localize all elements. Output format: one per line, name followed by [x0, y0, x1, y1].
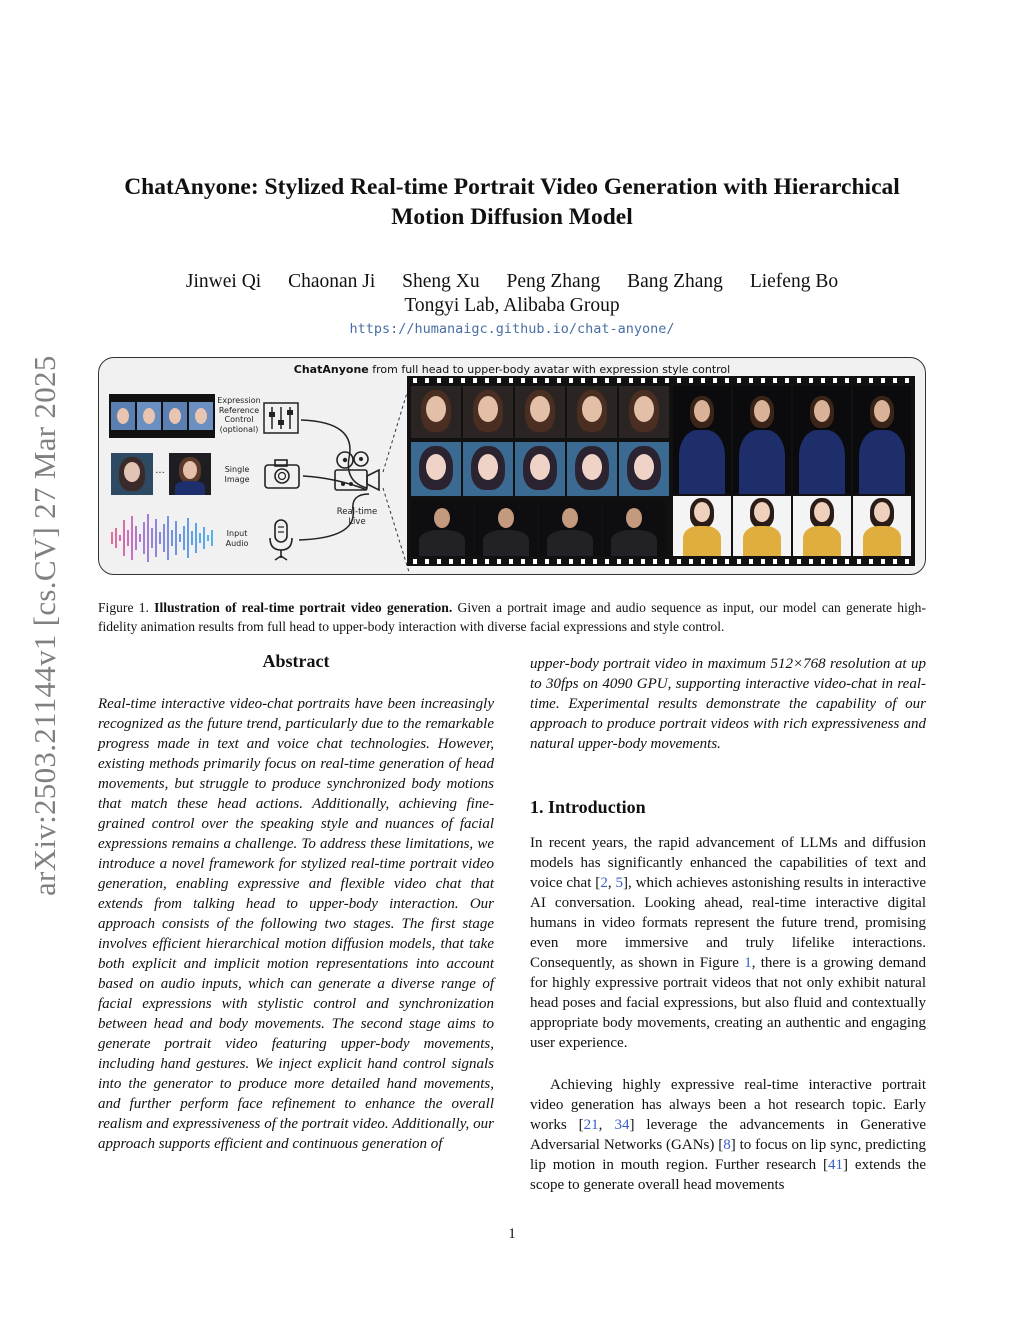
output-frame-r3c2 [475, 500, 537, 556]
single-image-1 [111, 453, 153, 495]
intro-p1-text-b: ], which achieves astonishing results in interactive AI conversation. Looking ahead, real-time interactive digital humans in video formats represent the future trend, promising even more immersive and truly lifelike interactions. Consequently, as shown in Figure [530, 875, 927, 971]
output-frame-r1c4 [567, 386, 617, 438]
author-4: Peng Zhang [506, 271, 601, 292]
single-image-ellipsis: ... [155, 465, 165, 476]
input-audio-label: Input Audio [225, 529, 249, 548]
author-5: Bang Zhang [627, 271, 723, 292]
citation-link[interactable]: 34 [614, 1117, 630, 1133]
output-frame-r2c4 [567, 442, 617, 496]
paper-title [80, 172, 944, 232]
intro-paragraph-2 [530, 1075, 926, 1195]
abstract-heading: Abstract [262, 651, 330, 671]
output-frame-r2c1 [411, 442, 461, 496]
affiliation: Tongyi Lab, Alibaba Group [404, 295, 620, 316]
output-frame-yb1 [673, 496, 731, 556]
output-frame-r1c2 [463, 386, 513, 438]
output-frame-ub2 [733, 386, 791, 494]
citation-link[interactable]: 21 [583, 1117, 599, 1133]
abstract-body-left: Real-time interactive video-chat portraits have been increasingly recognized as the future trend, particularly due to the remarkable progress made in text and voice chat technologies. However, existing methods primarily focus on real-time generation of head movements, but struggle to produce synchronized body motions that match these head actions. Additionally, achieving fine-grained control over the speaking style and nuances of facial expressions remains a challenge. To address these limitations, we introduce a novel framework for stylized real-time portrait video generation, enabling expressive and flexible video chat that extends from talking head to upper-body interaction. Our approach consists of the following two stages. The first stage involves efficient hierarchical motion diffusion models, that take both explicit and implicit motion representations into account based on audio inputs, which can generate a diverse range of facial expressions with stylistic control and synchronization between head and body movements. The second stage aims to generate portrait video featuring upper-body movements, including hand gestures. We inject explicit hand control signals into the generator to produce more detailed hand movements, and further perform face refinement to enhance the overall realism and expressiveness of the portrait video. Additionally, our approach supports efficient and continuous generation of [98, 696, 494, 1152]
caption-text: Given a portrait image and audio sequence as input, our model can generate high-fidelity animation results from full head to upper-body interaction with diverse facial expressions and style control. [98, 600, 926, 634]
output-film-strip [407, 376, 915, 566]
caption-prefix: Figure 1. [98, 600, 155, 615]
realtime-live-label: Real-time Live [336, 507, 378, 527]
figure-frame [98, 357, 926, 575]
citation-link[interactable]: 5 [615, 875, 623, 891]
figure-header [99, 363, 925, 376]
title-line-2: Motion Diffusion Model [391, 204, 633, 230]
abstract-body-right: upper-body portrait video in maximum 512×768 resolution at up to 30fps on 4090 GPU, supporting interactive video-chat in real-time. Experimental results demonstrate the capability of our approach to produce portrait videos with rich expressiveness and natural upper-body movements. [530, 656, 926, 752]
camera-icon [263, 458, 301, 490]
output-frame-ub3 [793, 386, 851, 494]
expression-label: Expression Reference Control (optional) [217, 396, 261, 434]
intro-p1-text-a: In recent years, the rapid advancement of LLMs and diffusion models has significantly enhanced the capabilities of text and voice chat [ [530, 835, 926, 891]
single-image-label: Single Image [224, 465, 250, 484]
output-frame-r1c1 [411, 386, 461, 438]
sliders-icon [263, 402, 299, 434]
arxiv-stamp: arXiv:2503.21144v1 [cs.CV] 27 Mar 2025 [27, 355, 62, 896]
citation-link[interactable]: 2 [600, 875, 608, 891]
author-6: Liefeng Bo [749, 271, 839, 292]
output-frame-yb3 [793, 496, 851, 556]
intro-p1-sep: , [607, 875, 616, 891]
output-frame-ub1 [673, 386, 731, 494]
output-frame-r2c2 [463, 442, 513, 496]
output-frame-ub4 [853, 386, 911, 494]
caption-bold: Illustration of real-time portrait video generation. [154, 600, 453, 615]
output-frame-r2c5 [619, 442, 669, 496]
output-frame-r3c4 [603, 500, 665, 556]
video-camera-icon [331, 450, 383, 498]
intro-p2-text-d: ] extends the scope to generate overall head movements [530, 1157, 926, 1193]
title-line-1: ChatAnyone: Stylized Real-time Portrait Video Generation with Hierarchical [124, 174, 900, 200]
figure-header-bold: ChatAnyone [293, 363, 369, 376]
intro-p1-text-c: , there is a growing demand for highly expressive portrait videos that not only exhibit natural head poses and facial expressions, but also fluid and contextually appropriate body movements, creating an authentic and engaging user experience. [530, 955, 927, 1051]
intro-p2-text-a: Achieving highly expressive real-time interactive portrait video generation has always been a hot research topic. Early works [ [530, 1077, 926, 1133]
author-2: Chaonan Ji [288, 271, 376, 292]
output-frame-yb2 [733, 496, 791, 556]
output-frame-r1c5 [619, 386, 669, 438]
author-1: Jinwei Qi [185, 271, 262, 292]
intro-p2-text-c: ] to focus on lip sync, predicting lip motion in mouth region. Further research [ [530, 1137, 926, 1173]
author-3: Sheng Xu [402, 271, 480, 292]
output-frame-yb4 [853, 496, 911, 556]
microphone-icon [267, 518, 295, 562]
project-url-link[interactable]: https://humanaigc.github.io/chat-anyone/ [349, 321, 675, 337]
author-list [80, 270, 944, 294]
citation-link[interactable]: 8 [723, 1137, 731, 1153]
figure-ref-link[interactable]: 1 [744, 955, 752, 971]
output-frame-r1c3 [515, 386, 565, 438]
expr-frame-2 [137, 402, 161, 430]
figure-1 [98, 357, 926, 575]
output-frame-r2c3 [515, 442, 565, 496]
audio-waveform [109, 510, 215, 566]
introduction-heading: 1. Introduction [530, 797, 646, 817]
single-image-2 [169, 453, 211, 495]
intro-paragraph-1 [530, 833, 926, 1053]
expr-frame-4 [189, 402, 213, 430]
expr-frame-1 [111, 402, 135, 430]
expression-reference-strip [109, 394, 215, 438]
expr-frame-3 [163, 402, 187, 430]
citation-link[interactable]: 41 [828, 1157, 843, 1173]
output-frame-r3c3 [539, 500, 601, 556]
figure-header-text: from full head to upper-body avatar with expression style control [368, 363, 731, 376]
intro-p2-sep: , [598, 1117, 615, 1133]
intro-p2-text-b: ] leverage the advancements in Generative Adversarial Networks (GANs) [ [530, 1117, 926, 1153]
figure-caption [98, 598, 926, 636]
output-frame-r3c1 [411, 500, 473, 556]
page-number: 1 [508, 1226, 516, 1242]
